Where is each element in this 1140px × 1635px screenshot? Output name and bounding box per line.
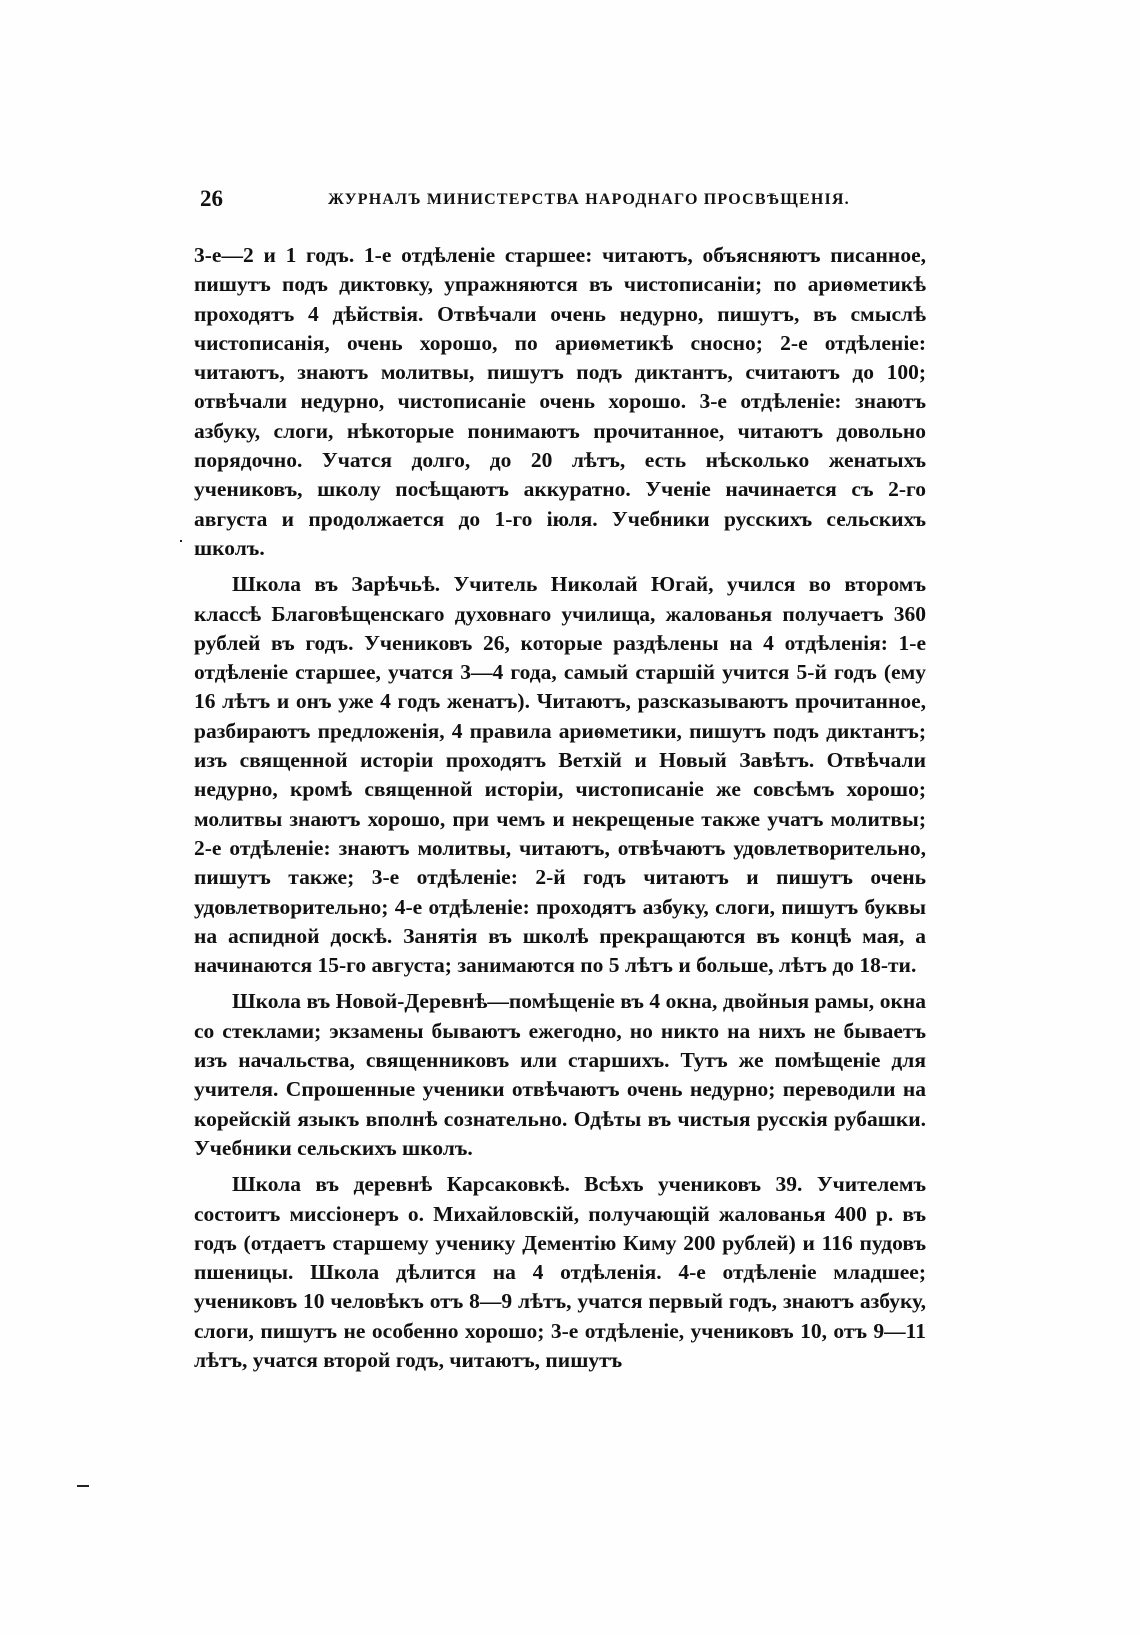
page-number: 26 — [200, 186, 223, 211]
running-title: ЖУРНАЛЪ МИНИСТЕРСТВА НАРОДНАГО ПРОСВѢЩЕНІЯ. — [328, 191, 850, 208]
paragraph-novaya-derevnya-school: Школа въ Новой-Деревнѣ—помѣщеніе въ 4 окна, двойныя рамы, окна со стеклами; экзамены бываютъ ежегодно, но никто на нихъ не бываетъ изъ начальства, священниковъ или старшихъ. Тутъ же помѣщеніе для учителя. Спрошенные ученики отвѣчаютъ очень недурно; переводили на корейскій языкъ вполнѣ сознательно. Одѣты въ чистыя русскія рубашки. Учебники сельскихъ школъ. — [194, 989, 926, 1160]
paragraph-zarechye-school: Школа въ Зарѣчьѣ. Учитель Николай Югай, учился во второмъ классѣ Благовѣщенскаго духовнаго училища, жалованья получаетъ 360 рублей въ годъ. Учениковъ 26, которые раздѣлены на 4 отдѣленія: 1-е отдѣленіе старшее, учатся 3—4 года, самый старшій учится 5-й годъ (ему 16 лѣтъ и онъ уже 4 годъ женатъ). Читаютъ, разсказываютъ прочитанное, разбираютъ предложенія, 4 правила ариѳметики, пишутъ подъ диктантъ; изъ священной исторіи проходятъ Ветхій и Новый Завѣтъ. Отвѣчали недурно, кромѣ священной исторіи, чистописаніе же совсѣмъ хорошо; молитвы знаютъ хорошо, при чемъ и некрещеные также учатъ молитвы; 2-е отдѣленіе: знаютъ молитвы, читаютъ, отвѣчаютъ удовлетворительно, пишутъ также; 3-е отдѣленіе: 2-й годъ читаютъ и пишутъ очень удовлетворительно; 4-е отдѣленіе: проходятъ азбуку, слоги, пишутъ буквы на аспидной доскѣ. Занятія въ школѣ прекращаются въ концѣ мая, а начинаются 15-го августа; занимаются по 5 лѣтъ и больше, лѣтъ до 18-ти. — [194, 572, 926, 978]
scan-speck — [180, 540, 182, 542]
paragraph-karsakovka-school: Школа въ деревнѣ Карсаковкѣ. Всѣхъ учениковъ 39. Учителемъ состоитъ миссіонеръ о. Михайловскій, получающій жалованья 400 р. въ годъ (отдаетъ старшему ученику Дементію Киму 200 рублей) и 116 пудовъ пшеницы. Школа дѣлится на 4 отдѣленія. 4-е отдѣленіе младшее; учениковъ 10 человѣкъ отъ 8—9 лѣтъ, учатся первый годъ, знаютъ азбуку, слоги, пишутъ не особенно хорошо; 3-е отдѣленіе, учениковъ 10, отъ 9—11 лѣтъ, учатся второй годъ, читаютъ, пишутъ — [194, 1172, 926, 1372]
body-text — [194, 241, 926, 1382]
page-header — [200, 186, 924, 216]
paragraph-continuation: 3-е—2 и 1 годъ. 1-е отдѣленіе старшее: читаютъ, объясняютъ писанное, пишутъ подъ диктовку, упражняются въ чистописаніи; по ариѳметикѣ проходятъ 4 дѣйствія. Отвѣчали очень недурно, пишутъ, въ смыслѣ чистописанія, очень хорошо, по ариѳметикѣ сносно; 2-е отдѣленіе: читаютъ, знаютъ молитвы, пишутъ подъ диктантъ, считаютъ до 100; отвѣчали недурно, чистописаніе очень хорошо. 3-е отдѣленіе: знаютъ азбуку, слоги, нѣкоторые понимаютъ прочитанное, читаютъ довольно порядочно. Учатся долго, до 20 лѣтъ, есть нѣсколько женатыхъ учениковъ, школу посѣщаютъ аккуратно. Ученіе начинается съ 2-го августа и продолжается до 1-го іюля. Учебники русскихъ сельскихъ школъ. — [194, 243, 926, 560]
scan-margin-mark — [77, 1485, 89, 1487]
